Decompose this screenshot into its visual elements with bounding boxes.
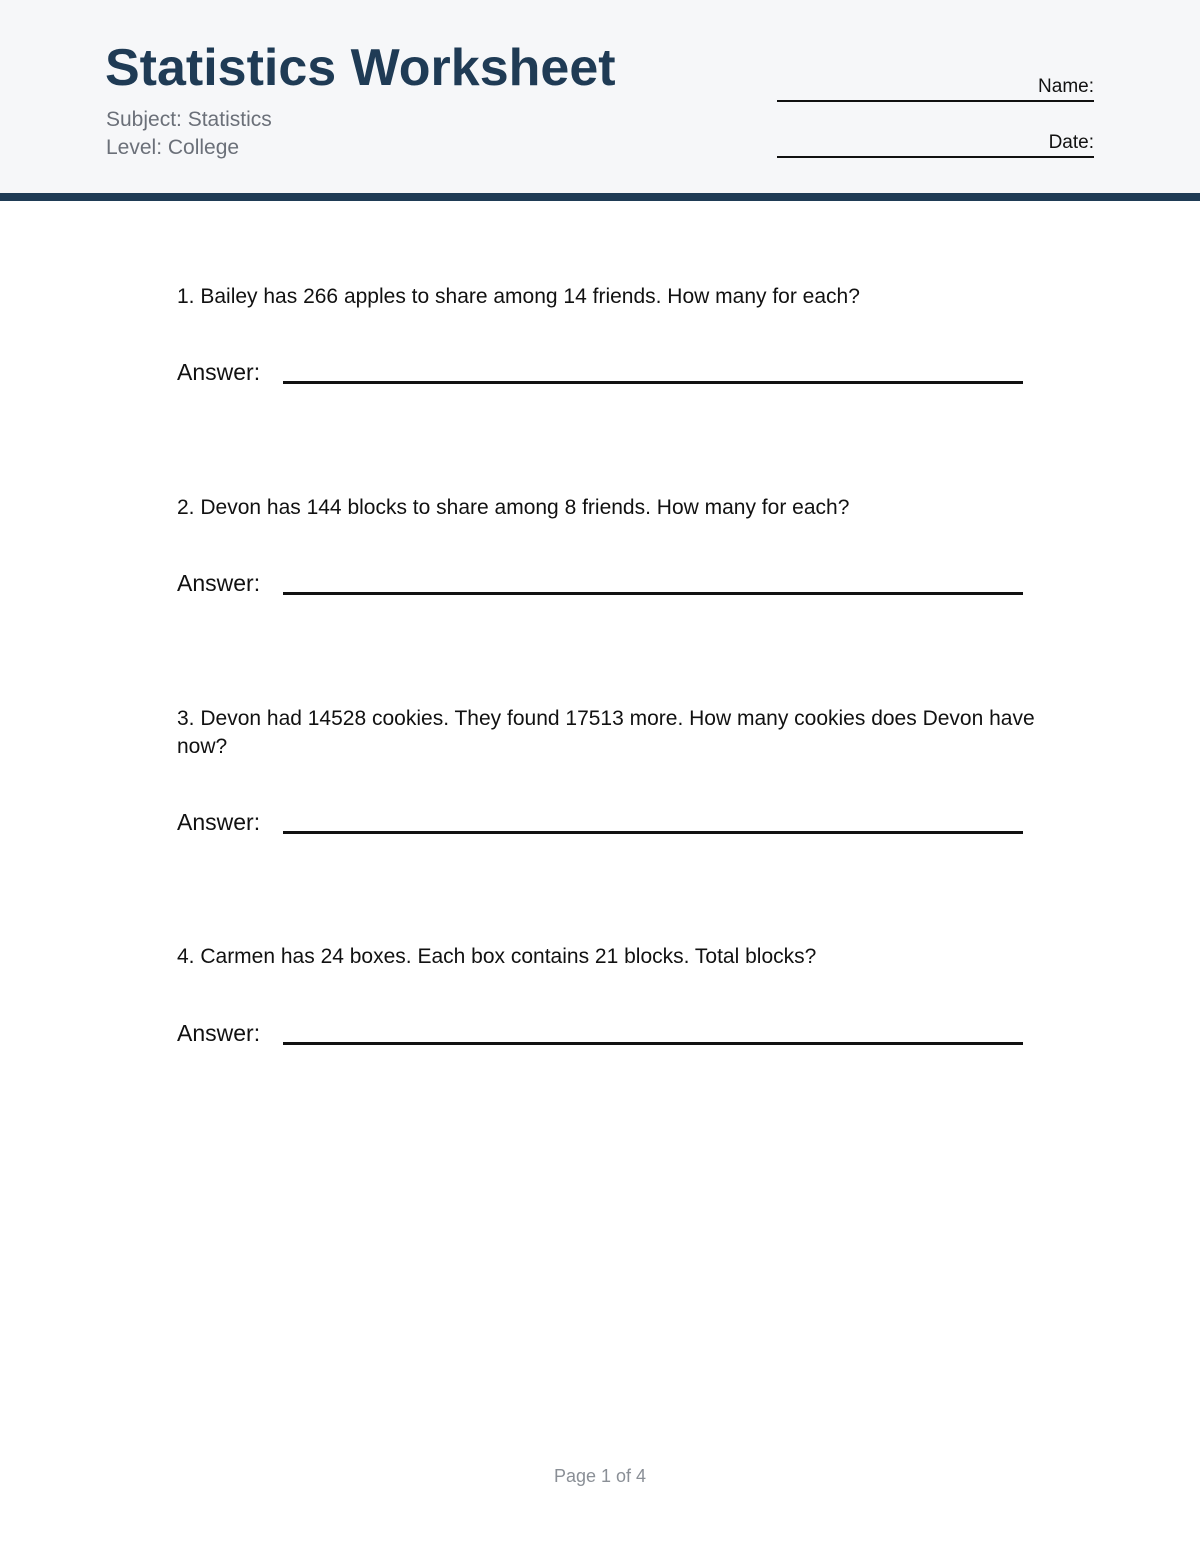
answer-3-line[interactable] [283,831,1023,834]
answer-3-label: Answer: [177,809,261,835]
question-3-text: 3. Devon had 14528 cookies. They found 17513 more. How many cookies does Devon have now? [177,707,1035,758]
answer-2-label: Answer: [177,570,261,596]
level-label: Level: College [106,136,240,159]
date-label: Date: [1048,132,1094,153]
worksheet-title: Statistics Worksheet [105,39,616,97]
subject-label: Subject: Statistics [106,108,272,131]
name-label: Name: [1038,76,1094,97]
name-field[interactable] [777,70,1094,102]
answer-4-line[interactable] [283,1042,1023,1045]
worksheet-header [0,0,1200,193]
answer-1-line[interactable] [283,381,1023,384]
question-2-text: 2. Devon has 144 blocks to share among 8 friends. How many for each? [177,496,850,519]
page-number: Page 1 of 4 [553,1466,647,1486]
header-divider [0,193,1200,201]
answer-1-label: Answer: [177,359,261,385]
question-4-text: 4. Carmen has 24 boxes. Each box contains 21 blocks. Total blocks? [177,945,817,968]
answer-4-label: Answer: [177,1020,261,1046]
question-1-text: 1. Bailey has 266 apples to share among 14 friends. How many for each? [177,285,860,308]
answer-2-line[interactable] [283,592,1023,595]
date-field[interactable] [777,126,1094,158]
